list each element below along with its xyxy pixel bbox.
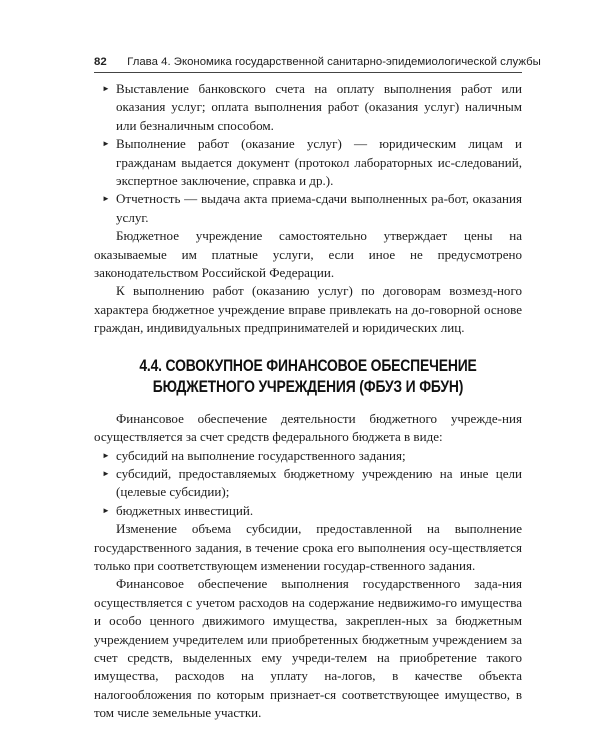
page-number: 82: [94, 56, 107, 68]
paragraph: К выполнению работ (оказанию услуг) по договорам возмезд-ного характера бюджетное учреждение вправе привлекать на до-говорной основе граждан, индивидуальных предпринимателей и юридических лиц.: [94, 283, 522, 336]
list-item-text: Выставление банковского счета на оплату выполнения работ или оказания услуг; оплата выполнения работ (оказания услуг) наличным или безналичным способом.: [116, 81, 522, 133]
header-rule: [94, 72, 522, 73]
page-body: [94, 80, 522, 723]
paragraph: Бюджетное учреждение самостоятельно утверждает цены на оказываемые им платные услуги, если иное не предусмотрено законодательством Российской Федерации.: [94, 228, 522, 281]
bullet-arrow-icon: ►: [102, 139, 110, 149]
funding-sources-list: [94, 447, 522, 521]
section-heading-line: БЮДЖЕТНОГО УЧРЕЖДЕНИЯ (ФБУЗ И ФБУН): [152, 377, 464, 396]
paragraph: Изменение объема субсидии, предоставленной на выполнение государственного задания, в течение срока его выполнения осу-ществляется только при соответствующем изменении государ-ственного задания.: [94, 521, 522, 573]
list-item-text: бюджетных инвестиций.: [116, 502, 254, 518]
running-title: Глава 4. Экономика государственной санитарно-эпидемиологической службы: [127, 56, 541, 68]
bullet-arrow-icon: ►: [102, 194, 110, 204]
paragraph: Финансовое обеспечение выполнения государственного зада-ния осуществляется с учетом расходов на содержание недвижимо-го имущества и особо ценного движимого имущества, закреплен-ных за бюджетным учреждением учредителем или приобретенных бюджетным учреждением за счет средств, выделенных ему учреди-телем на приобретение такого имущества, расходов на уплату на-логов, в качестве объекта налогообложения по которым признает-ся соответствующее имущество, в том числе земельные участки.: [94, 576, 522, 721]
paragraph: Финансовое обеспечение деятельности бюджетного учрежде-ния осуществляется за счет средств федерального бюджета в виде:: [94, 410, 522, 445]
section-heading-line: 4.4. СОВОКУПНОЕ ФИНАНСОВОЕ ОБЕСПЕЧЕНИЕ: [139, 356, 477, 375]
list-item: [94, 447, 522, 465]
list-item: [94, 465, 522, 502]
list-item: [94, 80, 522, 135]
list-item: [94, 135, 522, 190]
procedure-list: [94, 80, 522, 227]
running-head: [94, 51, 541, 73]
list-item-text: Выполнение работ (оказание услуг) — юридическим лицам и гражданам выдается документ (протокол лабораторных ис-следований, экспертное заключение, справка и др.).: [116, 136, 522, 189]
list-item: [94, 502, 522, 520]
list-item-text: субсидий, предоставляемых бюджетному учреждению на иные цели (целевые субсидии);: [116, 465, 522, 500]
bullet-arrow-icon: ►: [102, 84, 110, 93]
bullet-arrow-icon: ►: [102, 505, 110, 515]
list-item: [94, 190, 522, 227]
bullet-arrow-icon: ►: [102, 468, 110, 478]
list-item-text: субсидий на выполнение государственного задания;: [116, 447, 406, 463]
list-item-text: Отчетность — выдача акта приема-сдачи выполненных ра-бот, оказания услуг.: [116, 191, 522, 225]
section-heading: [124, 356, 492, 398]
bullet-arrow-icon: ►: [102, 450, 110, 460]
